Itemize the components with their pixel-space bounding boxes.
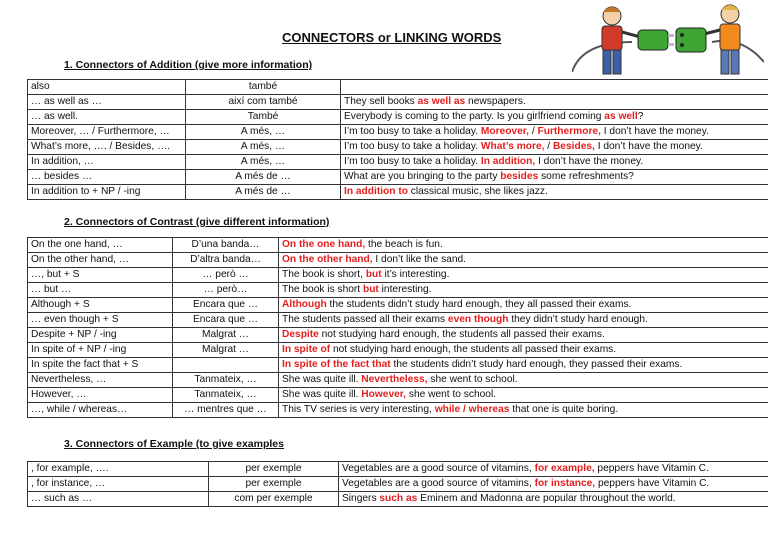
highlighted-connector: besides <box>500 171 539 182</box>
connector-cell: On the other hand, … <box>28 253 173 268</box>
example-cell <box>341 110 768 125</box>
translation-cell: Tanmateix, … <box>173 388 279 403</box>
example-text: classical music, she likes jazz. <box>407 186 548 197</box>
highlighted-connector: On the other hand, <box>282 254 373 265</box>
example-text: I don’t have the money. <box>594 141 703 152</box>
connector-cell: … as well. <box>28 110 186 125</box>
highlighted-connector: for instance, <box>534 478 596 489</box>
example-cell <box>279 313 768 328</box>
example-text: peppers have Vitamin C. <box>594 463 709 474</box>
plug-connection-illustration <box>572 2 764 80</box>
table-row <box>28 388 768 403</box>
translation-cell: Malgrat … <box>173 328 279 343</box>
highlighted-connector: In addition, <box>480 156 536 167</box>
example-cell <box>279 373 768 388</box>
table-row <box>28 80 768 95</box>
page-title: CONNECTORS or LINKING WORDS <box>282 30 502 45</box>
highlighted-connector: However, <box>361 389 407 400</box>
example-cell <box>339 492 768 507</box>
connector-cell: , for example, …. <box>28 462 209 477</box>
connector-cell: Despite + NP / -ing <box>28 328 173 343</box>
table-row <box>28 185 768 200</box>
example-text: peppers have Vitamin C. <box>595 478 710 489</box>
example-text: The students passed all their exams <box>282 314 448 325</box>
example-text: I’m too busy to take a holiday. <box>344 141 481 152</box>
translation-cell: A més de … <box>186 185 341 200</box>
translation-cell: per exemple <box>209 477 339 492</box>
example-text: I don’t have the money. <box>600 126 709 137</box>
example-text: not studying hard enough, the students all passed their exams. <box>318 329 605 340</box>
table-row <box>28 373 768 388</box>
table-row <box>28 343 768 358</box>
example-text: This TV series is very interesting, <box>282 404 435 415</box>
highlighted-connector: Moreover, <box>480 126 529 137</box>
connector-cell: In addition to + NP / -ing <box>28 185 186 200</box>
connector-cell: … even though + S <box>28 313 173 328</box>
translation-cell: també <box>186 80 341 95</box>
example-text: they didn’t study hard enough. <box>508 314 648 325</box>
table-row <box>28 298 768 313</box>
example-cell <box>341 125 768 140</box>
example-text: What are you bringing to the party <box>344 171 501 182</box>
example-cell <box>279 403 768 418</box>
highlighted-connector: On the one hand, <box>282 239 366 250</box>
example-cell <box>339 462 768 477</box>
example-cell <box>279 268 768 283</box>
table-row <box>28 140 768 155</box>
example-text: not studying hard enough, the students all passed their exams. <box>330 344 617 355</box>
example-text: Singers <box>342 493 380 504</box>
example-cell <box>279 238 768 253</box>
connector-cell: In addition, … <box>28 155 186 170</box>
example-cell <box>279 358 768 373</box>
translation-cell: Encara que … <box>173 313 279 328</box>
example-text: she went to school. <box>406 389 497 400</box>
connector-cell: , for instance, … <box>28 477 209 492</box>
addition-table <box>27 79 768 200</box>
connector-cell: What’s more, …. / Besides, …. <box>28 140 186 155</box>
translation-cell: … però … <box>173 268 279 283</box>
highlighted-connector: for example, <box>534 463 595 474</box>
example-text: She was quite ill. <box>282 389 362 400</box>
highlighted-connector: In spite of <box>282 344 331 355</box>
translation-cell: D’una banda… <box>173 238 279 253</box>
example-text: Vegetables are a good source of vitamins, <box>342 463 535 474</box>
example-text: interesting. <box>378 284 432 295</box>
example-text: I don’t like the sand. <box>372 254 467 265</box>
highlighted-connector: even though <box>447 314 509 325</box>
translation-cell: A més, … <box>186 125 341 140</box>
table-row <box>28 125 768 140</box>
example-cell <box>339 477 768 492</box>
translation-cell: com per exemple <box>209 492 339 507</box>
example-text: that one is quite boring. <box>509 404 619 415</box>
table-row <box>28 110 768 125</box>
example-text: she went to school. <box>427 374 518 385</box>
table-row <box>28 238 768 253</box>
example-text: She was quite ill. <box>282 374 362 385</box>
table-row <box>28 328 768 343</box>
example-text: / <box>544 141 553 152</box>
connector-cell: Moreover, … / Furthermore, … <box>28 125 186 140</box>
section-1-heading: 1. Connectors of Addition (give more information) <box>64 59 313 71</box>
example-cell <box>279 328 768 343</box>
example-cell <box>341 170 768 185</box>
translation-cell: A més, … <box>186 140 341 155</box>
connector-cell: …, while / whereas… <box>28 403 173 418</box>
connector-cell: … such as … <box>28 492 209 507</box>
translation-cell: així com també <box>186 95 341 110</box>
highlighted-connector: as well <box>604 111 638 122</box>
table-row <box>28 462 768 477</box>
example-cell <box>279 298 768 313</box>
translation-cell: … mentres que … <box>173 403 279 418</box>
translation-cell: … però… <box>173 283 279 298</box>
table-row <box>28 492 768 507</box>
connector-cell: … as well as … <box>28 95 186 110</box>
example-text: I’m too busy to take a holiday. <box>344 156 481 167</box>
connector-cell: In spite of + NP / -ing <box>28 343 173 358</box>
example-table <box>27 461 768 507</box>
highlighted-connector: while / whereas <box>434 404 510 415</box>
highlighted-connector: Furthermore, <box>537 126 601 137</box>
translation-cell: A més de … <box>186 170 341 185</box>
example-text: / <box>529 126 538 137</box>
example-text: The book is short, <box>282 269 366 280</box>
highlighted-connector: Despite <box>282 329 319 340</box>
example-text: I don’t have the money. <box>535 156 644 167</box>
table-row <box>28 268 768 283</box>
highlighted-connector: What’s more, <box>480 141 545 152</box>
table-row <box>28 477 768 492</box>
highlighted-connector: In addition to <box>344 186 408 197</box>
example-text: Everybody is coming to the party. Is you girlfriend coming <box>344 111 605 122</box>
highlighted-connector: but <box>362 284 379 295</box>
connector-cell: In spite the fact that + S <box>28 358 173 373</box>
example-cell <box>341 80 768 95</box>
table-row <box>28 155 768 170</box>
table-row <box>28 170 768 185</box>
connector-cell: On the one hand, … <box>28 238 173 253</box>
table-row <box>28 253 768 268</box>
connector-cell: Although + S <box>28 298 173 313</box>
translation-cell <box>173 358 279 373</box>
translation-cell: Malgrat … <box>173 343 279 358</box>
example-cell <box>341 185 768 200</box>
example-text: Eminem and Madonna are popular throughout the world. <box>417 493 676 504</box>
highlighted-connector: In spite of the fact that <box>282 359 391 370</box>
connector-cell: also <box>28 80 186 95</box>
example-text: the students didn’t study hard enough, they all passed their exams. <box>326 299 632 310</box>
translation-cell: A més, … <box>186 155 341 170</box>
connector-cell: …, but + S <box>28 268 173 283</box>
example-text: some refreshments? <box>538 171 634 182</box>
highlighted-connector: but <box>365 269 382 280</box>
connector-cell: Nevertheless, … <box>28 373 173 388</box>
example-cell <box>341 140 768 155</box>
example-cell <box>279 253 768 268</box>
highlighted-connector: Nevertheless, <box>361 374 428 385</box>
translation-cell: per exemple <box>209 462 339 477</box>
example-cell <box>279 283 768 298</box>
table-row <box>28 283 768 298</box>
example-text: They sell books <box>344 96 418 107</box>
example-text: ? <box>637 111 644 122</box>
example-cell <box>279 343 768 358</box>
example-text: the beach is fun. <box>365 239 443 250</box>
example-cell <box>341 95 768 110</box>
section-3-heading: 3. Connectors of Example (to give examples <box>64 438 284 450</box>
translation-cell: Tanmateix, … <box>173 373 279 388</box>
example-text: the students didn’t study hard enough, they passed their exams. <box>390 359 683 370</box>
translation-cell: D’altra banda… <box>173 253 279 268</box>
connector-cell: … besides … <box>28 170 186 185</box>
table-row <box>28 403 768 418</box>
example-text: I’m too busy to take a holiday. <box>344 126 481 137</box>
example-cell <box>341 155 768 170</box>
highlighted-connector: as well as <box>417 96 466 107</box>
example-text: Vegetables are a good source of vitamins, <box>342 478 535 489</box>
highlighted-connector: such as <box>379 493 418 504</box>
highlighted-connector: Besides, <box>552 141 595 152</box>
table-row <box>28 313 768 328</box>
contrast-table <box>27 237 768 418</box>
example-cell <box>279 388 768 403</box>
example-text: it’s interesting. <box>381 269 450 280</box>
connector-cell: … but … <box>28 283 173 298</box>
translation-cell: També <box>186 110 341 125</box>
example-text: newspapers. <box>465 96 526 107</box>
connector-cell: However, … <box>28 388 173 403</box>
table-row <box>28 95 768 110</box>
section-2-heading: 2. Connectors of Contrast (give different information) <box>64 216 330 228</box>
translation-cell: Encara que … <box>173 298 279 313</box>
example-text: The book is short <box>282 284 363 295</box>
table-row <box>28 358 768 373</box>
highlighted-connector: Although <box>282 299 327 310</box>
